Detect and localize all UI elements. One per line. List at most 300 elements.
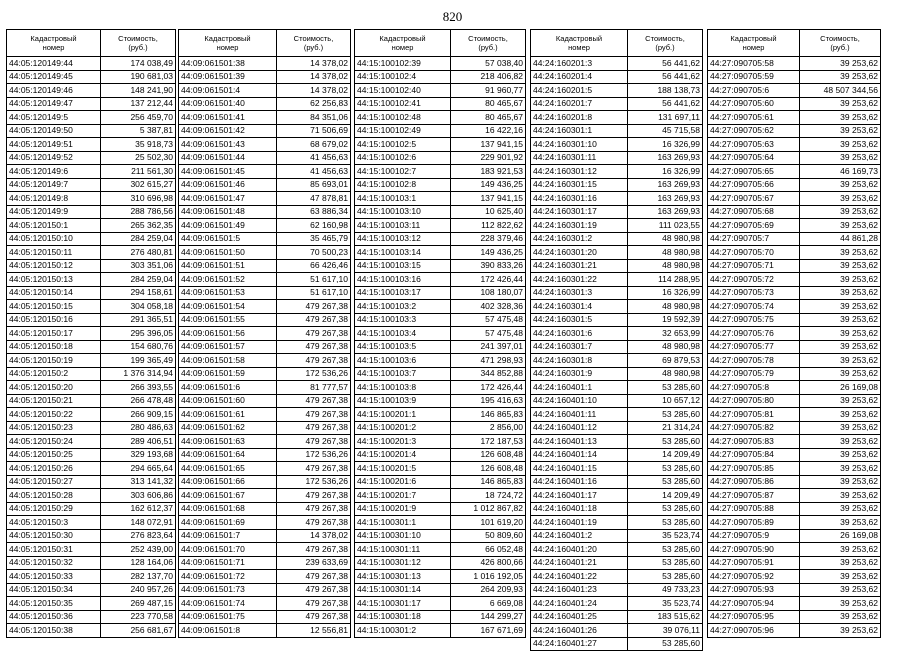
cost-cell: 80 465,67	[451, 97, 526, 111]
table-row	[179, 313, 351, 327]
cadastral-number-cell: 44:27:090705:60	[708, 97, 800, 111]
cadastral-number-cell: 44:24:160401:1	[531, 381, 628, 395]
cadastral-number-cell: 44:27:090705:83	[708, 435, 800, 449]
cadastral-number-cell: 44:24:160201:8	[531, 111, 628, 125]
cost-cell: 39 253,62	[800, 138, 881, 152]
table-row	[7, 543, 176, 557]
cadastral-number-cell: 44:09:061501:67	[179, 489, 277, 503]
cadastral-number-cell: 44:24:160401:20	[531, 543, 628, 557]
cadastral-number-cell: 44:09:061501:73	[179, 583, 277, 597]
cadastral-number-cell: 44:27:090705:95	[708, 610, 800, 624]
cost-cell: 266 393,55	[101, 381, 176, 395]
cost-cell: 39 253,62	[800, 327, 881, 341]
cost-cell: 289 406,51	[101, 435, 176, 449]
header-cost	[800, 30, 881, 57]
cadastral-number-cell: 44:24:160301:4	[531, 300, 628, 314]
table-row	[179, 354, 351, 368]
table-row	[179, 70, 351, 84]
table-row	[708, 300, 881, 314]
cost-cell: 16 326,99	[628, 286, 703, 300]
table-row	[708, 165, 881, 179]
cost-cell: 276 480,81	[101, 246, 176, 260]
cost-cell: 39 253,62	[800, 70, 881, 84]
table-row	[355, 313, 526, 327]
cost-cell: 329 193,68	[101, 448, 176, 462]
cost-cell: 71 506,69	[277, 124, 351, 138]
page-number: 820	[442, 9, 463, 24]
cadastral-number-cell: 44:27:090705:59	[708, 70, 800, 84]
cadastral-number-cell: 44:27:090705:78	[708, 354, 800, 368]
table-row	[708, 259, 881, 273]
cadastral-number-cell: 44:09:061501:4	[179, 84, 277, 98]
cost-cell: 291 365,51	[101, 313, 176, 327]
table-row	[7, 489, 176, 503]
cost-cell: 14 209,49	[628, 448, 703, 462]
table-row	[708, 435, 881, 449]
cost-cell: 479 267,38	[277, 570, 351, 584]
cost-cell: 50 809,60	[451, 529, 526, 543]
cost-cell: 21 314,24	[628, 421, 703, 435]
table-row	[179, 205, 351, 219]
cadastral-number-cell: 44:15:100201:4	[355, 448, 451, 462]
table-row	[355, 286, 526, 300]
cadastral-number-cell: 44:05:120149:47	[7, 97, 101, 111]
cost-cell: 229 901,92	[451, 151, 526, 165]
table-row	[531, 381, 703, 395]
cadastral-number-cell: 44:09:061501:66	[179, 475, 277, 489]
cadastral-number-cell: 44:27:090705:80	[708, 394, 800, 408]
cadastral-number-cell: 44:27:090705:96	[708, 624, 800, 638]
cadastral-number-cell: 44:09:061501:61	[179, 408, 277, 422]
table-row	[355, 219, 526, 233]
table-row	[708, 111, 881, 125]
cadastral-number-cell: 44:05:120150:1	[7, 219, 101, 233]
cost-cell: 240 957,26	[101, 583, 176, 597]
table-row	[179, 502, 351, 516]
table-row	[708, 327, 881, 341]
cost-cell: 56 441,62	[628, 57, 703, 71]
cost-cell: 266 478,48	[101, 394, 176, 408]
table-row	[7, 448, 176, 462]
table-row	[7, 421, 176, 435]
cost-cell: 479 267,38	[277, 462, 351, 476]
table-row	[355, 259, 526, 273]
cost-cell: 39 253,62	[800, 124, 881, 138]
cadastral-number-cell: 44:24:160401:19	[531, 516, 628, 530]
cost-cell: 1 016 192,05	[451, 570, 526, 584]
cost-cell: 1 376 314,94	[101, 367, 176, 381]
table-row	[708, 475, 881, 489]
table-row	[355, 597, 526, 611]
table-row	[7, 178, 176, 192]
cost-cell: 137 941,15	[451, 138, 526, 152]
cadastral-number-cell: 44:27:090705:87	[708, 489, 800, 503]
cost-cell: 148 072,91	[101, 516, 176, 530]
cadastral-number-cell: 44:09:061501:40	[179, 97, 277, 111]
table-row	[7, 435, 176, 449]
table-row	[531, 462, 703, 476]
header-cadastral-number	[708, 30, 800, 57]
table-row	[531, 610, 703, 624]
table-row	[708, 489, 881, 503]
cost-cell: 39 253,62	[800, 354, 881, 368]
cadastral-number-cell: 44:24:160401:21	[531, 556, 628, 570]
cost-cell: 303 351,06	[101, 259, 176, 273]
cadastral-number-cell: 44:05:120150:30	[7, 529, 101, 543]
table-row	[708, 408, 881, 422]
cost-cell: 81 777,57	[277, 381, 351, 395]
cost-cell: 39 253,62	[800, 313, 881, 327]
cadastral-number-cell: 44:24:160301:16	[531, 192, 628, 206]
cost-cell: 39 253,62	[800, 286, 881, 300]
table-row	[179, 435, 351, 449]
table-row	[531, 624, 703, 638]
cadastral-number-cell: 44:27:090705:84	[708, 448, 800, 462]
cost-cell: 163 269,93	[628, 178, 703, 192]
cadastral-number-cell: 44:05:120149:8	[7, 192, 101, 206]
cadastral-number-cell: 44:09:061501:71	[179, 556, 277, 570]
cadastral-number-cell: 44:05:120149:46	[7, 84, 101, 98]
table-row	[7, 313, 176, 327]
cost-cell: 167 671,69	[451, 624, 526, 638]
table-row	[179, 57, 351, 71]
cadastral-number-cell: 44:09:061501:53	[179, 286, 277, 300]
cadastral-number-cell: 44:24:160301:21	[531, 259, 628, 273]
cadastral-number-cell: 44:15:100201:3	[355, 435, 451, 449]
cost-cell: 51 617,10	[277, 273, 351, 287]
table-row	[708, 462, 881, 476]
cost-cell: 48 980,98	[628, 340, 703, 354]
cadastral-number-cell: 44:27:090705:88	[708, 502, 800, 516]
cadastral-number-cell: 44:27:090705:7	[708, 232, 800, 246]
header-label: Стоимость,	[118, 34, 158, 43]
table-row	[179, 394, 351, 408]
table-row	[531, 435, 703, 449]
cadastral-number-cell: 44:27:090705:9	[708, 529, 800, 543]
cost-cell: 39 253,62	[800, 489, 881, 503]
header-label: Кадастровый	[730, 34, 777, 43]
table-row	[355, 232, 526, 246]
cost-cell: 146 865,83	[451, 475, 526, 489]
cost-cell: 148 241,90	[101, 84, 176, 98]
cost-cell: 32 653,99	[628, 327, 703, 341]
cost-cell: 174 038,49	[101, 57, 176, 71]
cost-cell: 228 379,46	[451, 232, 526, 246]
cadastral-number-cell: 44:27:090705:64	[708, 151, 800, 165]
table-row	[355, 448, 526, 462]
cost-cell: 66 426,46	[277, 259, 351, 273]
cadastral-number-cell: 44:24:160401:18	[531, 502, 628, 516]
table-row	[355, 84, 526, 98]
table-row	[355, 408, 526, 422]
cadastral-number-cell: 44:24:160401:16	[531, 475, 628, 489]
header-label: Кадастровый	[555, 34, 603, 43]
cost-cell: 218 406,82	[451, 70, 526, 84]
cadastral-number-cell: 44:27:090705:92	[708, 570, 800, 584]
cadastral-number-cell: 44:15:100102:48	[355, 111, 451, 125]
cadastral-number-cell: 44:15:100201:2	[355, 421, 451, 435]
cadastral-number-cell: 44:05:120150:19	[7, 354, 101, 368]
cadastral-number-cell: 44:27:090705:74	[708, 300, 800, 314]
cadastral-number-cell: 44:09:061501:68	[179, 502, 277, 516]
table-row	[708, 354, 881, 368]
cadastral-number-cell: 44:27:090705:69	[708, 219, 800, 233]
cadastral-number-cell: 44:27:090705:73	[708, 286, 800, 300]
table-row	[179, 151, 351, 165]
header-label: Стоимость,	[468, 34, 508, 43]
cost-cell: 39 253,62	[800, 246, 881, 260]
cost-cell: 39 253,62	[800, 543, 881, 557]
cost-cell: 479 267,38	[277, 597, 351, 611]
cadastral-number-cell: 44:05:120149:5	[7, 111, 101, 125]
table-row	[708, 286, 881, 300]
cost-cell: 111 023,55	[628, 219, 703, 233]
table-row	[708, 232, 881, 246]
cadastral-number-cell: 44:09:061501:46	[179, 178, 277, 192]
cadastral-number-cell: 44:09:061501:51	[179, 259, 277, 273]
cost-cell: 479 267,38	[277, 313, 351, 327]
header-cadastral-number	[531, 30, 628, 57]
table-row	[531, 583, 703, 597]
cost-cell: 479 267,38	[277, 327, 351, 341]
header-cadastral-number	[179, 30, 277, 57]
cost-cell: 101 619,20	[451, 516, 526, 530]
cost-cell: 53 285,60	[628, 408, 703, 422]
cadastral-number-cell: 44:27:090705:63	[708, 138, 800, 152]
cost-cell: 14 378,02	[277, 529, 351, 543]
table-row	[7, 624, 176, 638]
cadastral-number-cell: 44:15:100201:9	[355, 502, 451, 516]
table-header-row	[179, 30, 351, 57]
cadastral-number-cell: 44:09:061501:48	[179, 205, 277, 219]
cost-cell: 1 012 867,82	[451, 502, 526, 516]
cost-cell: 426 800,66	[451, 556, 526, 570]
cadastral-number-cell: 44:24:160401:12	[531, 421, 628, 435]
cost-cell: 80 465,67	[451, 111, 526, 125]
header-label: (руб.)	[830, 43, 850, 52]
table-block-2	[178, 29, 351, 638]
cadastral-number-cell: 44:15:100102:5	[355, 138, 451, 152]
cost-cell: 39 253,62	[800, 205, 881, 219]
table-row	[531, 124, 703, 138]
cadastral-number-cell: 44:09:061501:8	[179, 624, 277, 638]
cost-cell: 35 465,79	[277, 232, 351, 246]
cost-cell: 39 253,62	[800, 394, 881, 408]
table-row	[531, 367, 703, 381]
cost-cell: 479 267,38	[277, 340, 351, 354]
cost-cell: 39 253,62	[800, 178, 881, 192]
cadastral-number-cell: 44:24:160301:15	[531, 178, 628, 192]
cadastral-number-cell: 44:05:120150:18	[7, 340, 101, 354]
cost-cell: 10 657,12	[628, 394, 703, 408]
cadastral-number-cell: 44:09:061501:5	[179, 232, 277, 246]
cadastral-number-cell: 44:15:100103:1	[355, 192, 451, 206]
table-row	[531, 516, 703, 530]
cadastral-number-cell: 44:15:100201:1	[355, 408, 451, 422]
cost-cell: 479 267,38	[277, 516, 351, 530]
cadastral-number-cell: 44:15:100102:6	[355, 151, 451, 165]
cadastral-number-cell: 44:24:160401:10	[531, 394, 628, 408]
table-row	[7, 259, 176, 273]
table-row	[7, 57, 176, 71]
cadastral-number-cell: 44:24:160401:25	[531, 610, 628, 624]
cost-cell: 266 909,15	[101, 408, 176, 422]
cadastral-number-cell: 44:05:120150:2	[7, 367, 101, 381]
table-header-row	[7, 30, 176, 57]
header-label: номер	[42, 43, 65, 52]
header-cadastral-number	[355, 30, 451, 57]
cost-cell: 48 980,98	[628, 246, 703, 260]
cadastral-number-cell: 44:15:100301:18	[355, 610, 451, 624]
cost-cell: 48 980,98	[628, 259, 703, 273]
table-row	[531, 273, 703, 287]
cost-cell: 48 507 344,56	[800, 84, 881, 98]
cost-cell: 14 378,02	[277, 84, 351, 98]
cost-cell: 284 259,04	[101, 273, 176, 287]
cadastral-number-cell: 44:15:100201:6	[355, 475, 451, 489]
cost-cell: 39 253,62	[800, 111, 881, 125]
cadastral-number-cell: 44:09:061501:62	[179, 421, 277, 435]
cadastral-number-cell: 44:27:090705:89	[708, 516, 800, 530]
cadastral-number-cell: 44:27:090705:61	[708, 111, 800, 125]
cadastral-number-cell: 44:24:160301:9	[531, 367, 628, 381]
table-row	[7, 111, 176, 125]
cadastral-number-cell: 44:24:160301:11	[531, 151, 628, 165]
cost-cell: 35 523,74	[628, 529, 703, 543]
cadastral-number-cell: 44:05:120150:15	[7, 300, 101, 314]
cadastral-number-cell: 44:15:100103:14	[355, 246, 451, 260]
cadastral-number-cell: 44:27:090705:66	[708, 178, 800, 192]
table-row	[355, 151, 526, 165]
table-row	[708, 597, 881, 611]
table-row	[531, 192, 703, 206]
cadastral-number-cell: 44:15:100201:5	[355, 462, 451, 476]
table-row	[179, 556, 351, 570]
cost-cell: 56 441,62	[628, 70, 703, 84]
cost-cell: 146 865,83	[451, 408, 526, 422]
cost-cell: 53 285,60	[628, 381, 703, 395]
table-row	[179, 111, 351, 125]
table-row	[7, 192, 176, 206]
table-row	[708, 151, 881, 165]
cost-cell: 14 378,02	[277, 70, 351, 84]
cadastral-number-cell: 44:09:061501:47	[179, 192, 277, 206]
cadastral-number-cell: 44:09:061501:43	[179, 138, 277, 152]
table-row	[531, 448, 703, 462]
cost-cell: 70 500,23	[277, 246, 351, 260]
table-row	[355, 340, 526, 354]
table-row	[355, 367, 526, 381]
table-row	[179, 367, 351, 381]
table-row	[708, 381, 881, 395]
cost-cell: 53 285,60	[628, 475, 703, 489]
cadastral-number-cell: 44:27:090705:76	[708, 327, 800, 341]
table-row	[355, 475, 526, 489]
table-row	[531, 205, 703, 219]
table-row	[708, 313, 881, 327]
cost-cell: 35 918,73	[101, 138, 176, 152]
cadastral-number-cell: 44:15:100301:14	[355, 583, 451, 597]
cadastral-number-cell: 44:27:090705:90	[708, 543, 800, 557]
cadastral-number-cell: 44:09:061501:59	[179, 367, 277, 381]
cost-cell: 39 076,11	[628, 624, 703, 638]
table-row	[179, 597, 351, 611]
cost-cell: 264 209,93	[451, 583, 526, 597]
cadastral-number-cell: 44:09:061501:69	[179, 516, 277, 530]
cost-cell: 126 608,48	[451, 448, 526, 462]
cadastral-number-cell: 44:09:061501:60	[179, 394, 277, 408]
cost-cell: 195 416,63	[451, 394, 526, 408]
cost-cell: 62 160,98	[277, 219, 351, 233]
table-row	[531, 570, 703, 584]
cadastral-number-cell: 44:05:120150:36	[7, 610, 101, 624]
header-cost	[451, 30, 526, 57]
cost-cell: 2 856,00	[451, 421, 526, 435]
table-row	[531, 70, 703, 84]
cadastral-number-cell: 44:09:061501:55	[179, 313, 277, 327]
table-row	[7, 205, 176, 219]
cadastral-number-cell: 44:05:120149:44	[7, 57, 101, 71]
table-row	[179, 529, 351, 543]
cadastral-number-cell: 44:05:120150:3	[7, 516, 101, 530]
table-row	[7, 556, 176, 570]
header-label: номер	[742, 43, 765, 52]
table-row	[179, 192, 351, 206]
cost-cell: 137 212,44	[101, 97, 176, 111]
table-row	[179, 124, 351, 138]
cost-cell: 154 680,76	[101, 340, 176, 354]
cadastral-number-cell: 44:24:160301:20	[531, 246, 628, 260]
cost-cell: 62 256,83	[277, 97, 351, 111]
cadastral-number-cell: 44:27:090705:58	[708, 57, 800, 71]
table-row	[7, 408, 176, 422]
cadastral-number-cell: 44:05:120150:32	[7, 556, 101, 570]
cost-cell: 190 681,03	[101, 70, 176, 84]
cost-cell: 10 625,40	[451, 205, 526, 219]
cost-cell: 44 861,28	[800, 232, 881, 246]
table-row	[708, 543, 881, 557]
table-row	[708, 84, 881, 98]
cost-cell: 183 515,62	[628, 610, 703, 624]
cost-cell: 128 164,06	[101, 556, 176, 570]
cadastral-number-cell: 44:09:061501:70	[179, 543, 277, 557]
cost-cell: 479 267,38	[277, 583, 351, 597]
cadastral-number-cell: 44:09:061501:56	[179, 327, 277, 341]
cost-cell: 53 285,60	[628, 556, 703, 570]
cost-cell: 18 724,72	[451, 489, 526, 503]
table-row	[179, 138, 351, 152]
table-row	[179, 516, 351, 530]
cadastral-number-cell: 44:05:120150:13	[7, 273, 101, 287]
cost-cell: 14 378,02	[277, 57, 351, 71]
cadastral-number-cell: 44:24:160301:2	[531, 232, 628, 246]
cost-cell: 66 052,48	[451, 543, 526, 557]
cost-cell: 390 833,26	[451, 259, 526, 273]
header-cost	[628, 30, 703, 57]
table-row	[7, 570, 176, 584]
header-label: номер	[216, 43, 239, 52]
cost-cell: 48 980,98	[628, 232, 703, 246]
table-row	[708, 570, 881, 584]
cost-cell: 479 267,38	[277, 435, 351, 449]
table-row	[179, 475, 351, 489]
table-row	[7, 475, 176, 489]
header-label: Кадастровый	[204, 34, 251, 43]
header-label: номер	[568, 43, 590, 52]
table-row	[355, 421, 526, 435]
cadastral-number-cell: 44:05:120150:31	[7, 543, 101, 557]
cadastral-number-cell: 44:15:100103:3	[355, 313, 451, 327]
